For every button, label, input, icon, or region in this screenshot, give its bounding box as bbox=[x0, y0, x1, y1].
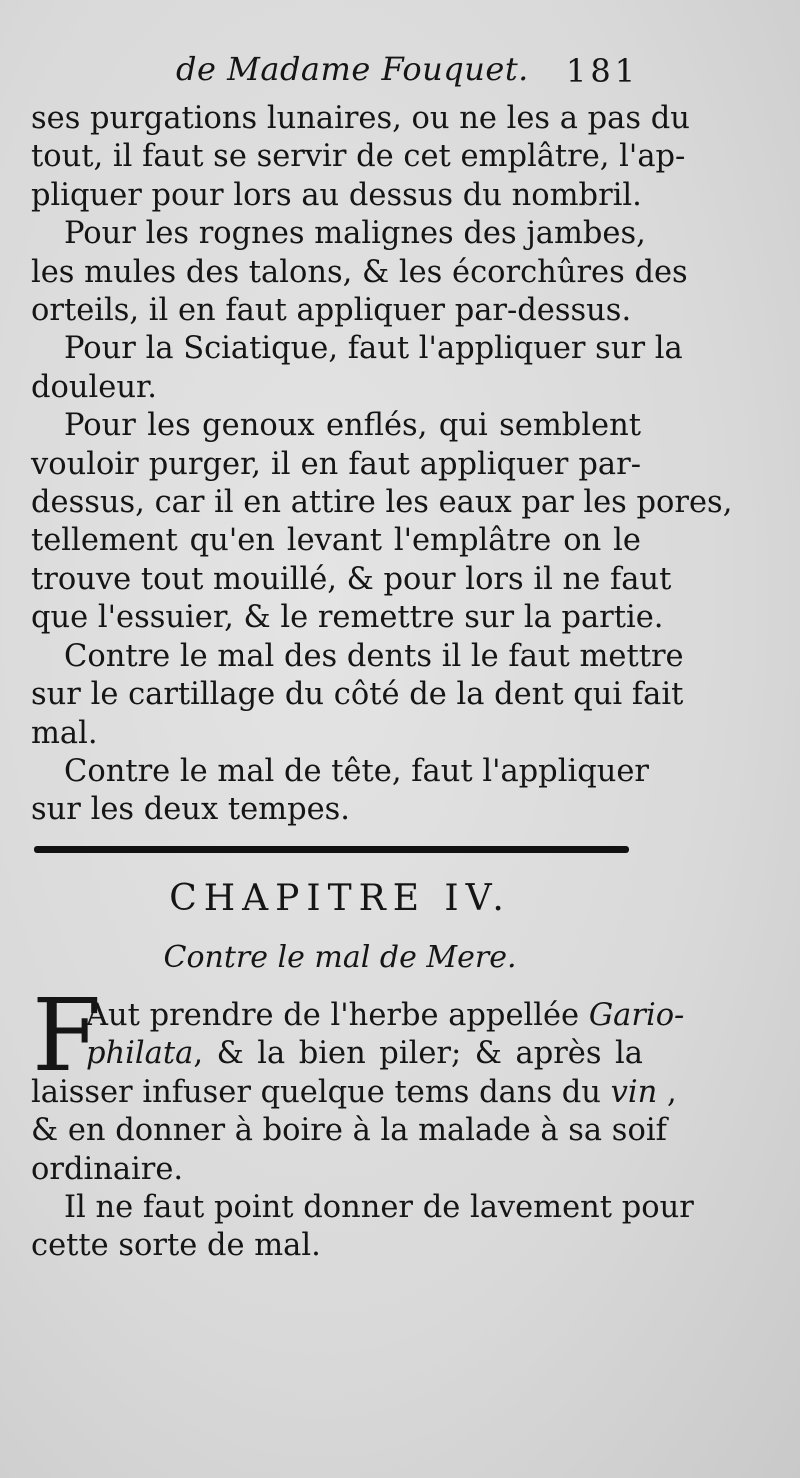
text-line bbox=[31, 1227, 643, 1265]
text-run: Aut prendre de l'herbe appellée bbox=[86, 998, 589, 1033]
text-line: tout, il faut se servir de cet emplâtre, l'ap- bbox=[31, 139, 686, 175]
text-line: vouloir purger, il en faut appliquer par- bbox=[31, 446, 641, 482]
section-divider-rule bbox=[34, 846, 629, 853]
text-run: Il ne faut point donner de lavement pour bbox=[64, 1190, 694, 1226]
page-number: 181 bbox=[566, 52, 640, 90]
text-line: Contre le mal des dents il le faut mettre bbox=[64, 638, 684, 674]
body-text bbox=[31, 100, 733, 830]
text-run: & en donner à boire à la malade à sa soif bbox=[31, 1113, 667, 1149]
text-line: Pour la Sciatique, faut l'appliquer sur la bbox=[64, 331, 683, 367]
text-run-italic: Gario- bbox=[588, 998, 685, 1033]
text-line bbox=[31, 1189, 694, 1227]
chapter-subtitle: Contre le mal de Mere. bbox=[163, 940, 517, 975]
text-line: que l'essuier, & le remettre sur la partie. bbox=[31, 600, 664, 636]
text-line bbox=[31, 1112, 667, 1150]
text-line bbox=[31, 997, 685, 1035]
drop-cap: F bbox=[32, 977, 102, 1094]
text-line: orteils, il en faut appliquer par-dessus. bbox=[31, 293, 632, 329]
text-run-italic: vin bbox=[610, 1074, 658, 1110]
text-line: sur le cartillage du côté de la dent qui fait bbox=[31, 677, 684, 713]
text-run: laisser infuser quelque tems dans du bbox=[31, 1074, 611, 1110]
text-line: douleur. bbox=[31, 369, 157, 405]
text-line: tellement qu'en levant l'emplâtre on le bbox=[31, 523, 641, 559]
text-line: trouve tout mouillé, & pour lors il ne faut bbox=[31, 561, 672, 597]
text-run: , & la bien piler; & après la bbox=[193, 1036, 643, 1072]
text-run: cette sorte de mal. bbox=[31, 1228, 321, 1264]
chapter-text bbox=[31, 997, 694, 1266]
text-line bbox=[31, 1035, 643, 1073]
text-line: Pour les rognes malignes des jambes, bbox=[64, 216, 646, 252]
text-line: pliquer pour lors au dessus du nombril. bbox=[31, 177, 642, 213]
text-line: les mules des talons, & les écorchûres des bbox=[31, 254, 688, 290]
text-line bbox=[31, 1074, 677, 1112]
text-line: dessus, car il en attire les eaux par les pores, bbox=[31, 485, 733, 521]
running-title: de Madame Fouquet. bbox=[176, 50, 529, 88]
text-line: sur les deux tempes. bbox=[31, 792, 350, 828]
chapter-heading: CHAPITRE IV. bbox=[169, 878, 511, 919]
text-line bbox=[31, 1151, 643, 1189]
page-header bbox=[0, 50, 800, 100]
text-line: mal. bbox=[31, 715, 98, 751]
text-run: ordinaire. bbox=[31, 1151, 184, 1187]
text-line: Contre le mal de tête, faut l'appliquer bbox=[64, 753, 649, 789]
text-run: , bbox=[657, 1074, 677, 1110]
text-line: Pour les genoux enflés, qui semblent bbox=[64, 408, 641, 444]
text-line: ses purgations lunaires, ou ne les a pas du bbox=[31, 101, 690, 136]
text-run-italic: philata bbox=[86, 1036, 194, 1072]
